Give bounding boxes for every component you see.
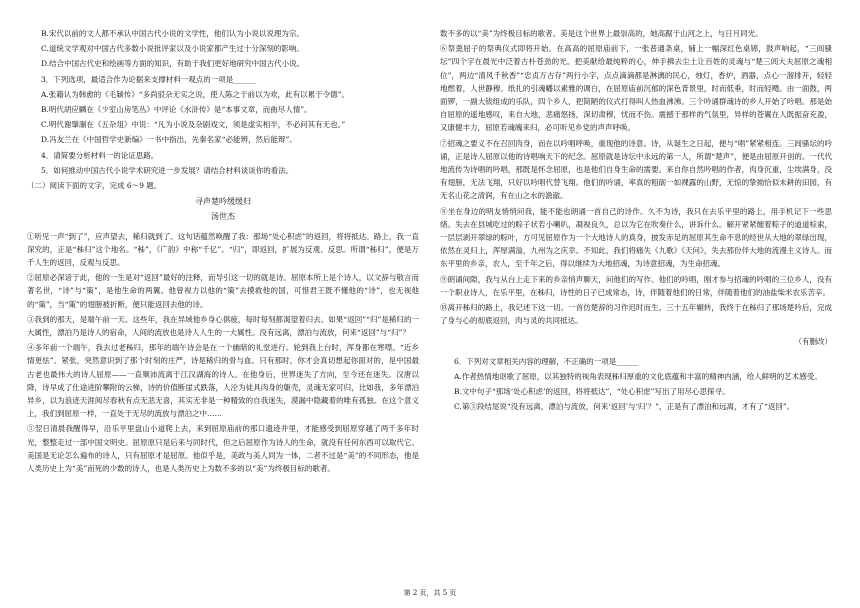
paragraph-8: ⑧坐在身边的明友悄悄问我，能不能也朗诵一首自己的诗作。久不为诗，我只在去乐平里的路上，用手机记下一些思绪。失去在县城吃过的粽子状若小喇叭，凝视良久，总以为它在吹奏什么，讲诉什么。解开紧紧缠着粽子的道道棕索，一层层剥开翠绿的粽叶，方可见屈原作为一个大地诗人的真身，披发赤足的屈原其生命不息的经世从大地的翠绿出现，依然在灵归上，浑厚满溢，九州为之庆幸。不知此，我们将痛失《九歌》《天问》，失去那份伴大地的流漫主义诗人。而东平里的乡亲，农人，至千年之后，得以继续为大地招魂，为诗意招魂，为生命招魂。 xyxy=(440,206,832,269)
q3-option-b: B.明代胡应麟在《少室山房笔丛》中评论《水浒传》是“本事文章，而曲尽人情”。 xyxy=(41,105,312,115)
article-title: 寻声楚吟缓缓归 xyxy=(195,197,251,207)
paragraph-4: ④多年前一个端午，我去过老秭归，那年的端午诗会是在一个幽暗的礼堂进行。轮到我上台时，浑身都在寒噤。“近乡情更怯”。紧张，突然意识到了那个时刻的庄严，诗是稀归的骨与血。只有那时，你才会真切想起你面对的，是中国最古老也最伟大的诗人屈原——一直顺沛流离于江汉湖海的诗人。在他身后，世界迷失了方向，至今还在迷失。汉唐以降，诗早成了仕途进阶攀附的云梯，诗的价值断崖式跌落，人沦为徒具肉身的躯壳，灵魂无家可归，比如我，多年漂泊异乡，以为浪迹天涯阅尽春秋有点无悲无喜，其实无非是一种精致的自我迷失，漠漏中隐藏着的唯有孤独。在这个意义上，我们到屈原一样，一直处于无尽的流放与漂泊之中…… xyxy=(27,343,419,419)
q6-option-c: C.第③段结尾说“没有远离，漂泊与流放，何来‘返回’与‘归’？”，正是有了漂泊和远离，才有了“返回”。 xyxy=(454,402,795,412)
q3-option-c: C.明代谢肇淛在《五杂俎》中说：“凡为小说及杂剧戏文，须是虚实相半，不必问其有无也。” xyxy=(41,120,346,130)
paragraph-1: ①听见一声“到了”，应声望去，稀归就到了。这句话蕴然唤醒了我：那场“处心积虑”的返回，将将抵达。路上，我一直深究的，正是“秭归”这个地名。“秭”，《广韵》中称“千亿”。“归”，即返回，扩展为反观、反思。所谓“秭归”，便是万千人生的返回，反观与反思。 xyxy=(27,231,419,268)
source-note: （有删改） xyxy=(794,337,832,347)
question-4: 4．请简要分析材料一的论证思路。 xyxy=(41,150,159,160)
article-author: 汤世杰 xyxy=(211,212,235,222)
paragraph-5-continued: 数不多的以“美”为终极目标的歌者。美是这个世界上最崇高的，她高踞于山河之上，与日月同光。 xyxy=(440,29,763,38)
question-5: 5．如何推动中国古代小说学术研究进一步发展？请结合材料谈谈你的看法。 xyxy=(41,165,294,175)
paragraph-9: ⑨朗诵间隙，我与从台上走下来的乡亲悄声聊天，问他们的写作。他们的吟唱，刚才参与招魂的吟唱的三位乡人，没有一个职业诗人，在乐平里，在秭归，诗性的日子已成常态，诗，伴随着他们的日常，伴随着他们的油盐柴米农乐苦辛。 xyxy=(440,274,832,297)
paragraph-7: ⑦招魂之要义不在召回肉身，而在以吟唱呼唤，重现他的诗意。诗，从诞生之日起，便与“唱”紧紧相连。三闾骚坛的吟诵，正是诗人屈原以他的诗唱响天下的纪念。屈原就是诗坛中永远的第一人，所谓“楚声”，便是由屈原开创的。一代代地流传为诗唱的吟唱，那既是怀念屈原，也是他们自身生命的需要。来自你自然吟唱的作者，肉身沉重，尘埃满身，没有翅膀，无法飞翔，只好以吟唱代替飞翔。他们的吟诵，率真的粗砺一如裸露的山野，无惊的挚拗恰似未耕的田园，有无名山花之清润，有在山之水的澹澈。 xyxy=(440,138,832,201)
paragraph-6: ⑥祭奠屈子的祭典仪式即将开始。在高高的屈原庙前下，一张普通条桌，铺上一幅深红色桌锦，鼓声响起，“三闾骚坛”四个字在晨光中泛着古朴苍劲的光。把美献给最纯粹的心，伸手拂去尘土让百姓的灵魂与“楚三闾大夫屈原之魂相位”，两边“清风千秋香”“忠贞万古存”两行小字，点点滴滴都是淋漓的民心，烛灯，香炉，酒器，点心一溜排开，轻轻地燃着，人世静穆。纸扎的引魂幡以素雅的调白，在屈原庙前沉郁的深色背景里，时而低垂，时而轻飏。由一面鼓，两面锣，一副大钹组成的乐队，四个乡人，把简陋的仪式打得叫人热血沸沸。三个吟诵群魂诗的乡人开始了吟唱。那是始自屈原的遥地感叹，来自大地，悲痛悠扬，深切肃穆，忧而不伤。震撼于那样的气氛里，异样的苍翼在人既振奋充盈，又康健丰力，屈原若魂魄来归，必可听见乡党的声声呼唤。 xyxy=(440,44,832,133)
section-heading: （二）阅读下面的文字，完成 6～9 题。 xyxy=(27,181,162,191)
paragraph-3: ③我到的那天，是端午前一天。这些年，我在异域他乡身心俱疲，每时每刻都渴望着归去。如果“返回”“归”是稀归的一大属性，漂泊乃是诗人的宿命，人间的流放也是诗人人生的一大属性。没有远离，漂泊与流放，何来“返回”与“归”？ xyxy=(27,314,419,338)
q3-option-d: D.冯友兰在《中国哲学史新编》一书中指出，先秦名家“必能辨，然后能辩”。 xyxy=(41,135,297,145)
paragraph-10: ⑩离开秭归的路上，我记述下这一切。一首仿楚辞的习作迟时而生。三十五年辗转，我终于在秭归了那场楚吟后，完成了身与心的彻底返回，肉与灵的共同抵达。 xyxy=(440,303,832,326)
right-column xyxy=(440,27,832,415)
option-c: C.道统文学观对中国古代多数小说批评家以及小说家都产生过十分深刻的影响。 xyxy=(41,44,304,54)
paragraph-5: ⑤翌日清晨我醒得早，沿乐平里盘山小道爬上去，来到屈原庙前的那口遗迹井里，才能感受到屈原穿越了两千多年时光，整整走过一部中国文明史。屈原原只是后来与同时代，但之后屈原作为诗人的生命，就没有任何东西可以取代它。美国是无论怎么遍布的诗人，只有屈原才是屈原。他似乎是，美政与美人同为一体，二者不过是“美”的不同形态，他是人类历史上为“美”而死的少数的诗人，也是人类历史上为数不多的以“美”为终极目标的歌者。 xyxy=(27,424,419,474)
option-d: D.结合中国古代史和绘画等方面的知识，有助于我们更好地研究中国古代小说。 xyxy=(41,59,305,69)
page-footer: 第 2 页，共 5 页 xyxy=(403,588,457,597)
question-6: 6．下列对文章相关内容的理解，不正确的一项是______ xyxy=(454,356,639,366)
option-b: B.宋代以前的文人都不承认中国古代小说的文学性，他们认为小说以说理为宗。 xyxy=(41,29,304,38)
left-column xyxy=(27,27,419,477)
question-3: 3．下列选项，最适合作为论据来支撑材料一观点的一项是______ xyxy=(41,74,256,84)
q6-option-a: A.作者热情地讴歌了屈原，以其独特的视角表现秭归厚重的文化底蕴和丰富的精神内涵，给人鲜明的艺术感受。 xyxy=(454,371,822,381)
paragraph-2: ②屈原必深谙于此，他的一生是对“返回”最好的注释，而导引这一切的就是诗。屈原本所上是个诗人，以文辞与敬言而著名世，“诗”与“策”，是他生命的两翼。他曾视力以他的“策”去摸救他的国，可惜君王既不懂他的“诗”，也无视他的“策”，当“策”的翅膀被折断，便只能返回去他的诗。 xyxy=(27,273,419,309)
q3-option-a: A.张籍认为韩愈的《毛颖传》“多尚驳杂无实之说，使人陈之于前以为欢，此有以累于令德”。 xyxy=(41,89,349,99)
q6-option-b: B.文中句子“那场‘处心积虑’的返回，将将抵达”，“处心积虑”写出了用尽心思探寻。 xyxy=(454,387,730,397)
